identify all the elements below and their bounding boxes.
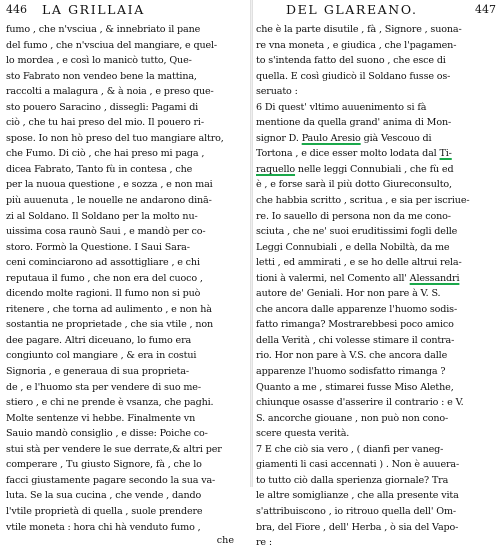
text-line: ceni cominciarono ad assottigliare , e chi: [6, 257, 200, 269]
text-line: sto Fabrato non vendeo bene la mattina,: [6, 70, 197, 82]
page-number: 447: [475, 3, 496, 16]
text-line: ciò , che tu hai preso del mio. Il pouero ri-: [6, 117, 204, 129]
underlined-name: Alessandri: [409, 272, 460, 284]
text-line: tioni à valermi, nel Comento all' Alessandri: [256, 272, 460, 284]
text-line: chiunque osasse d'asserire il contrario : e V.: [256, 397, 464, 409]
right-page-body: [256, 22, 498, 551]
text-line: to tutto ciò dalla sperienza giornale? Tra: [256, 474, 449, 486]
catchword: che: [216, 535, 234, 547]
text-line: S. ancorche giouane , non può non cono-: [256, 412, 449, 424]
text-line: che è la parte disutile , fà , Signore , suona-: [256, 24, 462, 35]
text-line: uissima cosa raunò Saui , e mandò per co-: [6, 226, 206, 238]
text-line: che habbia scritto , scritua , e sia per iscriue-: [256, 195, 470, 207]
text-line: dee pagare. Altri diceuano, lo fumo era: [6, 334, 192, 346]
text-line: sostantia ne proprietade , che sia vtile , non: [6, 319, 214, 331]
text-line: bra, del Fiore , dell' Herba , ò sia del Vapo-: [256, 521, 459, 533]
text-line: 6 Di quest' vltimo auuenimento si fà: [256, 101, 427, 113]
text-line: Sauio mandò consiglio , e disse: Poiche co-: [6, 428, 208, 440]
text-line: sto pouero Saracino , dissegli: Pagami di: [6, 101, 199, 113]
text-line: s'attribuiscono , io ritrouo quella dell' Om-: [256, 505, 456, 517]
text-line: signor D. Paulo Aresio già Vescouo di: [256, 132, 432, 144]
text-line: autore de' Geniali. Hor non pare à V. S.: [256, 288, 441, 300]
text-line: della Verità , chi volesse stimare il contra-: [256, 334, 455, 346]
text-line: le altre somiglianze , che alla presente vita: [256, 490, 459, 502]
text-line: to s'intenda fatto del suono , che esce di: [256, 55, 446, 67]
text-line: scere questa verità.: [256, 428, 350, 440]
text-line: spose. Io non hò preso del tuo mangiare altro,: [6, 132, 224, 144]
text-line: Molte sentenze vi hebbe. Finalmente vn: [6, 412, 196, 424]
text-line: ritenere , che torna ad aulimento , e non hà: [6, 303, 212, 315]
text-line: zi al Soldano. Il Soldano per la molto nu-: [6, 210, 198, 222]
text-line: re vna moneta , e giudica , che l'pagamen-: [256, 39, 457, 51]
text-line: l'vtile proprietà di quella , suole prendere: [6, 505, 203, 517]
text-line: vtile moneta : hora chi hà venduto fumo ,: [6, 521, 201, 533]
text-line: storo. Formò la Questione. I Saui Sara-: [6, 241, 190, 253]
text-line: apparenze l'huomo sodisfatto rimanga ?: [256, 366, 446, 378]
page-number: 446: [6, 3, 27, 16]
text-line: seruato :: [256, 86, 298, 98]
left-page: [6, 0, 248, 547]
text-line: fumo , che n'vsciua , & innebriato il pane: [6, 24, 201, 35]
text-line: facci giustamente pagare secondo la sua va-: [6, 474, 216, 486]
text-line: del fumo , che n'vsciua del mangiare, e quel-: [6, 39, 218, 51]
text-line: congiunto col mangiare , & era in costui: [6, 350, 197, 362]
text-line: reputaua il fumo , che non era del cuoco ,: [6, 272, 203, 284]
left-page-body: [6, 22, 248, 535]
running-head: LA GRILLAIA: [42, 2, 145, 17]
underlined-name: Ti-: [439, 148, 452, 160]
text-line: luta. Se la sua cucina , che vende , dando: [6, 490, 202, 502]
text-line: quella. E così giudicò il Soldano fusse os-: [256, 70, 451, 82]
text-line: è , e forse sarà il più dotto Giureconsulto,: [256, 179, 452, 191]
text-line: re. Io sauello di persona non da me cono-: [256, 210, 451, 222]
text-line: dicea Fabrato, Tanto fù in contesa , che: [6, 163, 193, 175]
text-line: re :: [256, 537, 272, 549]
text-line: Signoria , e generaua di sua proprieta-: [6, 366, 189, 378]
text-line: Quanto a me , stimarei fusse Miso Alethe,: [256, 381, 454, 393]
text-line: letti , ed ammirati , e se ho delle altrui rela-: [256, 257, 462, 269]
text-line: rio. Hor non pare à V.S. che ancora dalle: [256, 350, 448, 362]
text-line: fatto rimanga? Mostrarebbesi poco amico: [256, 319, 454, 331]
text-line: stui stà per vendere le sue derrate,& altri per: [6, 443, 222, 455]
text-line: raccolti a malagura , & à noia , e preso que-: [6, 86, 214, 98]
right-page: [256, 0, 498, 549]
text-line: per la nuoua questione , e sozza , e non mai: [6, 179, 213, 191]
text-line: comperare , Tu giusto Signore, fà , che lo: [6, 459, 202, 471]
text-line: lo mordea , e così lo manicò tutto, Que-: [6, 55, 192, 67]
text-line: dicendo molte ragioni. Il fumo non si può: [6, 288, 201, 300]
running-head: DEL GLAREANO.: [286, 2, 418, 17]
text-line: più auuenuta , le nouelle ne andarono dinā-: [6, 195, 212, 207]
text-line: raquello nelle leggi Connubiali , che fù ed: [256, 163, 454, 175]
text-line: stiero , e chi ne prende è vsanza, che paghi.: [6, 397, 214, 409]
text-line: Leggi Connubiali , e della Nobiltà, da me: [256, 241, 450, 253]
text-line: sciuta , che ne' suoi eruditissimi fogli delle: [256, 226, 458, 238]
underlined-name: Paulo Aresio: [301, 132, 361, 144]
text-line: Tortona , e dice esser molto lodata dal Ti-: [256, 148, 452, 160]
right-page-header: [256, 0, 498, 20]
book-gutter: [250, 0, 253, 487]
text-line: che ancora dalle apparenze l'huomo sodis-: [256, 303, 458, 315]
text-line: mentione da quella grand' anima di Mon-: [256, 117, 452, 129]
text-line: giamenti li casi accennati ) . Non è auuera-: [256, 459, 460, 471]
underlined-name: raquello: [256, 163, 296, 175]
text-line: 7 E che ciò sia vero , ( dianfi per vaneg-: [256, 443, 444, 455]
left-page-header: [6, 0, 248, 20]
text-line: de , e l'huomo sta per vendere di suo me-: [6, 381, 201, 393]
text-line: che Fumo. Di ciò , che hai preso mi paga ,: [6, 148, 205, 160]
